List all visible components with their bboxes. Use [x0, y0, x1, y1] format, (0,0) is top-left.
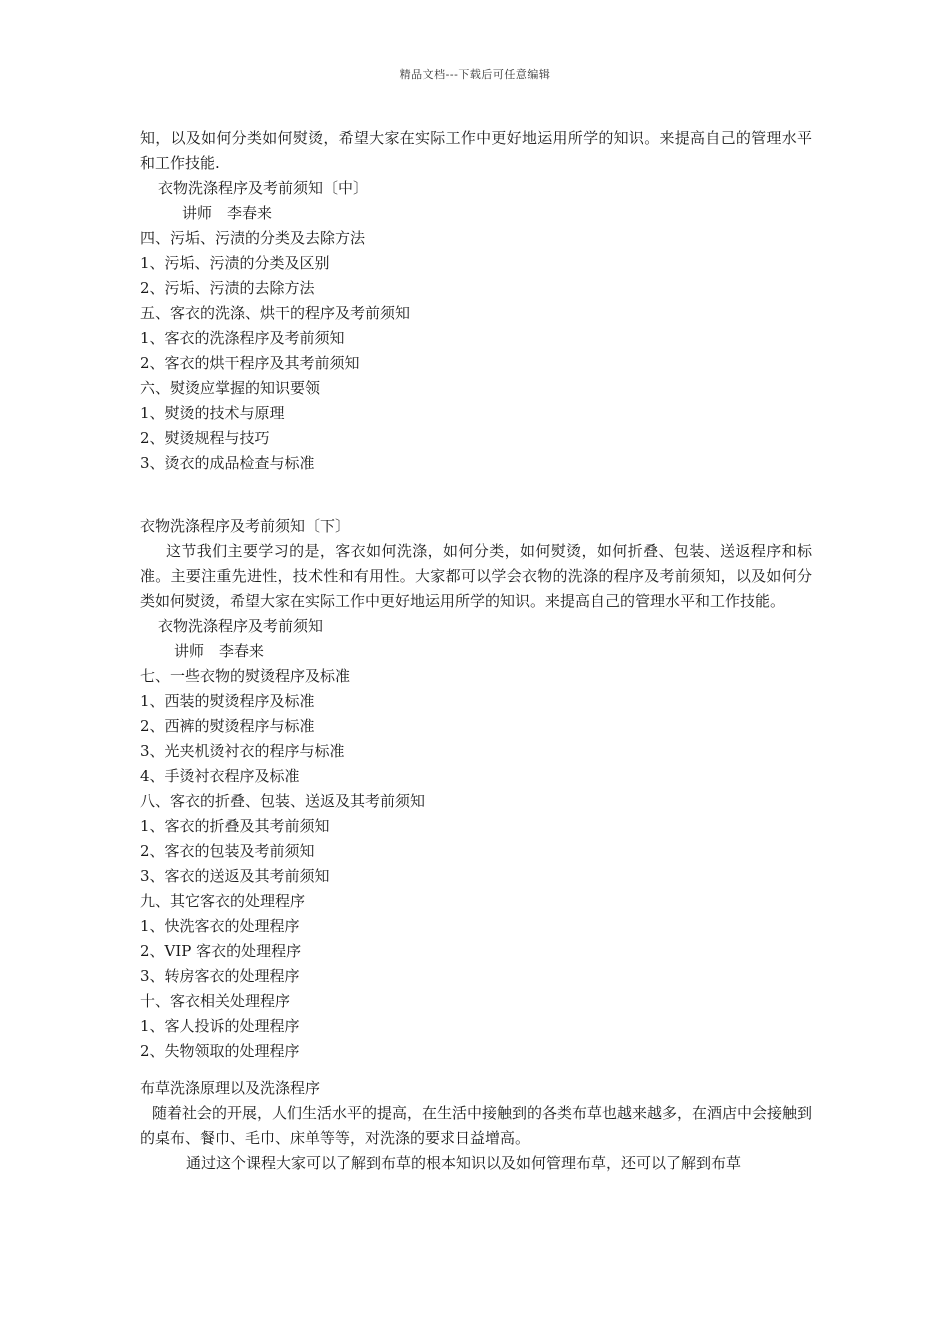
outline-item: 七、一些衣物的熨烫程序及标准	[140, 667, 351, 685]
outline-item: 1、熨烫的技术与原理	[140, 404, 285, 422]
section3-paragraph-2: 通过这个课程大家可以了解到布草的根本知识以及如何管理布草，还可以了解到布草	[186, 1154, 742, 1172]
outline-item: 八、客衣的折叠、包装、送返及其考前须知	[140, 792, 426, 810]
outline-item: 十、客衣相关处理程序	[140, 992, 291, 1010]
outline-item: 1、快洗客衣的处理程序	[140, 917, 300, 935]
section3-heading: 布草洗涤原理以及洗涤程序	[140, 1079, 321, 1097]
outline-item: 九、其它客衣的处理程序	[140, 892, 306, 910]
outline-item: 4、手烫衬衣程序及标准	[140, 767, 300, 785]
outline-item: 2、客衣的包装及考前须知	[140, 842, 315, 860]
outline-item: 1、污垢、污渍的分类及区别	[140, 254, 330, 272]
outline-item: 1、客人投诉的处理程序	[140, 1017, 300, 1035]
section2-title: 衣物洗涤程序及考前须知	[158, 617, 324, 635]
section1-lecturer: 讲师 李春来	[182, 204, 273, 222]
outline-item: 3、光夹机烫衬衣的程序与标准	[140, 742, 345, 760]
outline-item: 3、转房客衣的处理程序	[140, 967, 300, 985]
section2-lecturer: 讲师 李春来	[174, 642, 265, 660]
outline-item: 2、客衣的烘干程序及其考前须知	[140, 354, 360, 372]
outline-item: 2、西裤的熨烫程序与标准	[140, 717, 315, 735]
outline-item: 2、污垢、污渍的去除方法	[140, 279, 315, 297]
section-gap	[140, 476, 812, 514]
section2-heading: 衣物洗涤程序及考前须知〔下〕	[140, 517, 351, 535]
outline-item: 1、客衣的折叠及其考前须知	[140, 817, 330, 835]
section2-paragraph: 这节我们主要学习的是，客衣如何洗涤，如何分类，如何熨烫，如何折叠、包装、送返程序和标准。主要注重先进性，技术性和有用性。大家都可以学会衣物的洗涤的程序及考前须知，以及如何分类如何熨烫，希望大家在实际工作中更好地运用所学的知识。来提高自己的管理水平和工作技能。	[140, 542, 812, 610]
outline-item: 3、烫衣的成品检查与标准	[140, 454, 315, 472]
document-body	[140, 126, 812, 1176]
section3-paragraph-1: 随着社会的开展，人们生活水平的提高，在生活中接触到的各类布草也越来越多，在酒店中会接触到的桌布、餐巾、毛巾、床单等等，对洗涤的要求日益增高。	[140, 1104, 813, 1147]
outline-item: 1、西装的熨烫程序及标准	[140, 692, 315, 710]
outline-item: 2、失物领取的处理程序	[140, 1042, 300, 1060]
outline-item: 四、污垢、污渍的分类及去除方法	[140, 229, 366, 247]
section1-intro: 知，以及如何分类如何熨烫，希望大家在实际工作中更好地运用所学的知识。来提高自己的管理水平和工作技能.	[140, 129, 812, 172]
section1-title: 衣物洗涤程序及考前须知〔中〕	[158, 179, 369, 197]
outline-item: 2、熨烫规程与技巧	[140, 429, 270, 447]
outline-item: 3、客衣的送返及其考前须知	[140, 867, 330, 885]
section-gap	[140, 1064, 812, 1076]
outline-item: 2、VIP 客衣的处理程序	[140, 942, 302, 960]
outline-item: 五、客衣的洗涤、烘干的程序及考前须知	[140, 304, 411, 322]
outline-item: 六、熨烫应掌握的知识要领	[140, 379, 321, 397]
outline-item: 1、客衣的洗涤程序及考前须知	[140, 329, 345, 347]
page-header: 精品文档---下载后可任意编辑	[399, 68, 551, 81]
